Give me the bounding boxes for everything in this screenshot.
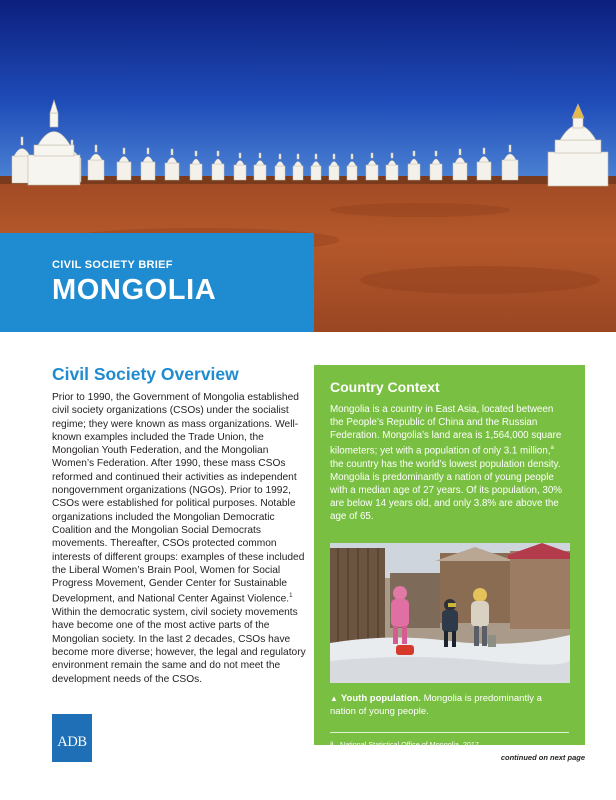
photo-caption (330, 692, 569, 718)
context-heading: Country Context (330, 379, 440, 395)
hero-photo-stupas (0, 0, 616, 332)
context-paragraph (330, 403, 569, 523)
footnote-ref-a: a (550, 445, 554, 452)
title-banner (0, 233, 314, 332)
overview-paragraph (52, 391, 306, 686)
footnote-divider (330, 732, 569, 733)
overview-heading: Civil Society Overview (52, 364, 239, 384)
footnote-mark: a (330, 741, 334, 748)
triangle-up-icon: ▲ (330, 694, 338, 704)
continued-note: continued on next page (500, 753, 585, 762)
context-text-part1: Mongolia is a country in East Asia, located between the People’s Republic of China and the Russian Federation. Mongolia’s land area is 1,564,000 square kilometers; yet with a population of only 3.1 million, (330, 404, 562, 457)
footnote-source: National Statistical Office of Mongolia. 2017. National Statistical Yearbook. (340, 740, 481, 759)
brief-kicker: CIVIL SOCIETY BRIEF (52, 259, 173, 271)
overview-text-part2: Within the democratic system, civil society movements have become one of the most active parts of the Mongolian society. In the last 2 decades, CSOs have become more diverse; however, the legal and regulatory environment remain the same and do not meet the development needs of the CSOs. (52, 607, 306, 685)
footnote-ref-1: 1 (289, 593, 293, 600)
caption-lead: Youth population. (340, 693, 421, 705)
children-photo (330, 543, 570, 683)
country-title: MONGOLIA (52, 274, 217, 306)
footnote-title: National Statistical Yearbook. (340, 749, 434, 759)
adb-logo: ADB (52, 714, 92, 762)
overview-text-part1: Prior to 1990, the Government of Mongolia established civil society organizations (CSOs) under the socialist regime; they were known as mass organizations. Well-known examples included the Trade Union, the Mongolian Youth Federation, and the Mongolian Women’s Federation. After 1990, these mass CSOs reformed and continued their activities as independent nongovernment organizations (NGOs). Prior to 1992, CSOs were established for political purposes. Notable organizations included the Mongolian Democratic Coalition and the Mongolian Social Democrats movements. Thereafter, CSOs protected common interests of different groups: examples of these included the Liberal Women’s Brain Pool, Women for Social Progress Movement, Gender Center for Sustainable Development, and National Center Against Violence. (52, 392, 305, 605)
context-text-part2: the country has the world’s lowest population density. Mongolia is predominantly a nation of young people with a median age of 27 years. Of its population, 30% are below 14 years old, and only 3.8% are above the age of 65. (330, 458, 562, 523)
caption-text: Mongolia is predominantly a nation of young people. (330, 693, 542, 718)
civil-society-overview (52, 364, 306, 686)
